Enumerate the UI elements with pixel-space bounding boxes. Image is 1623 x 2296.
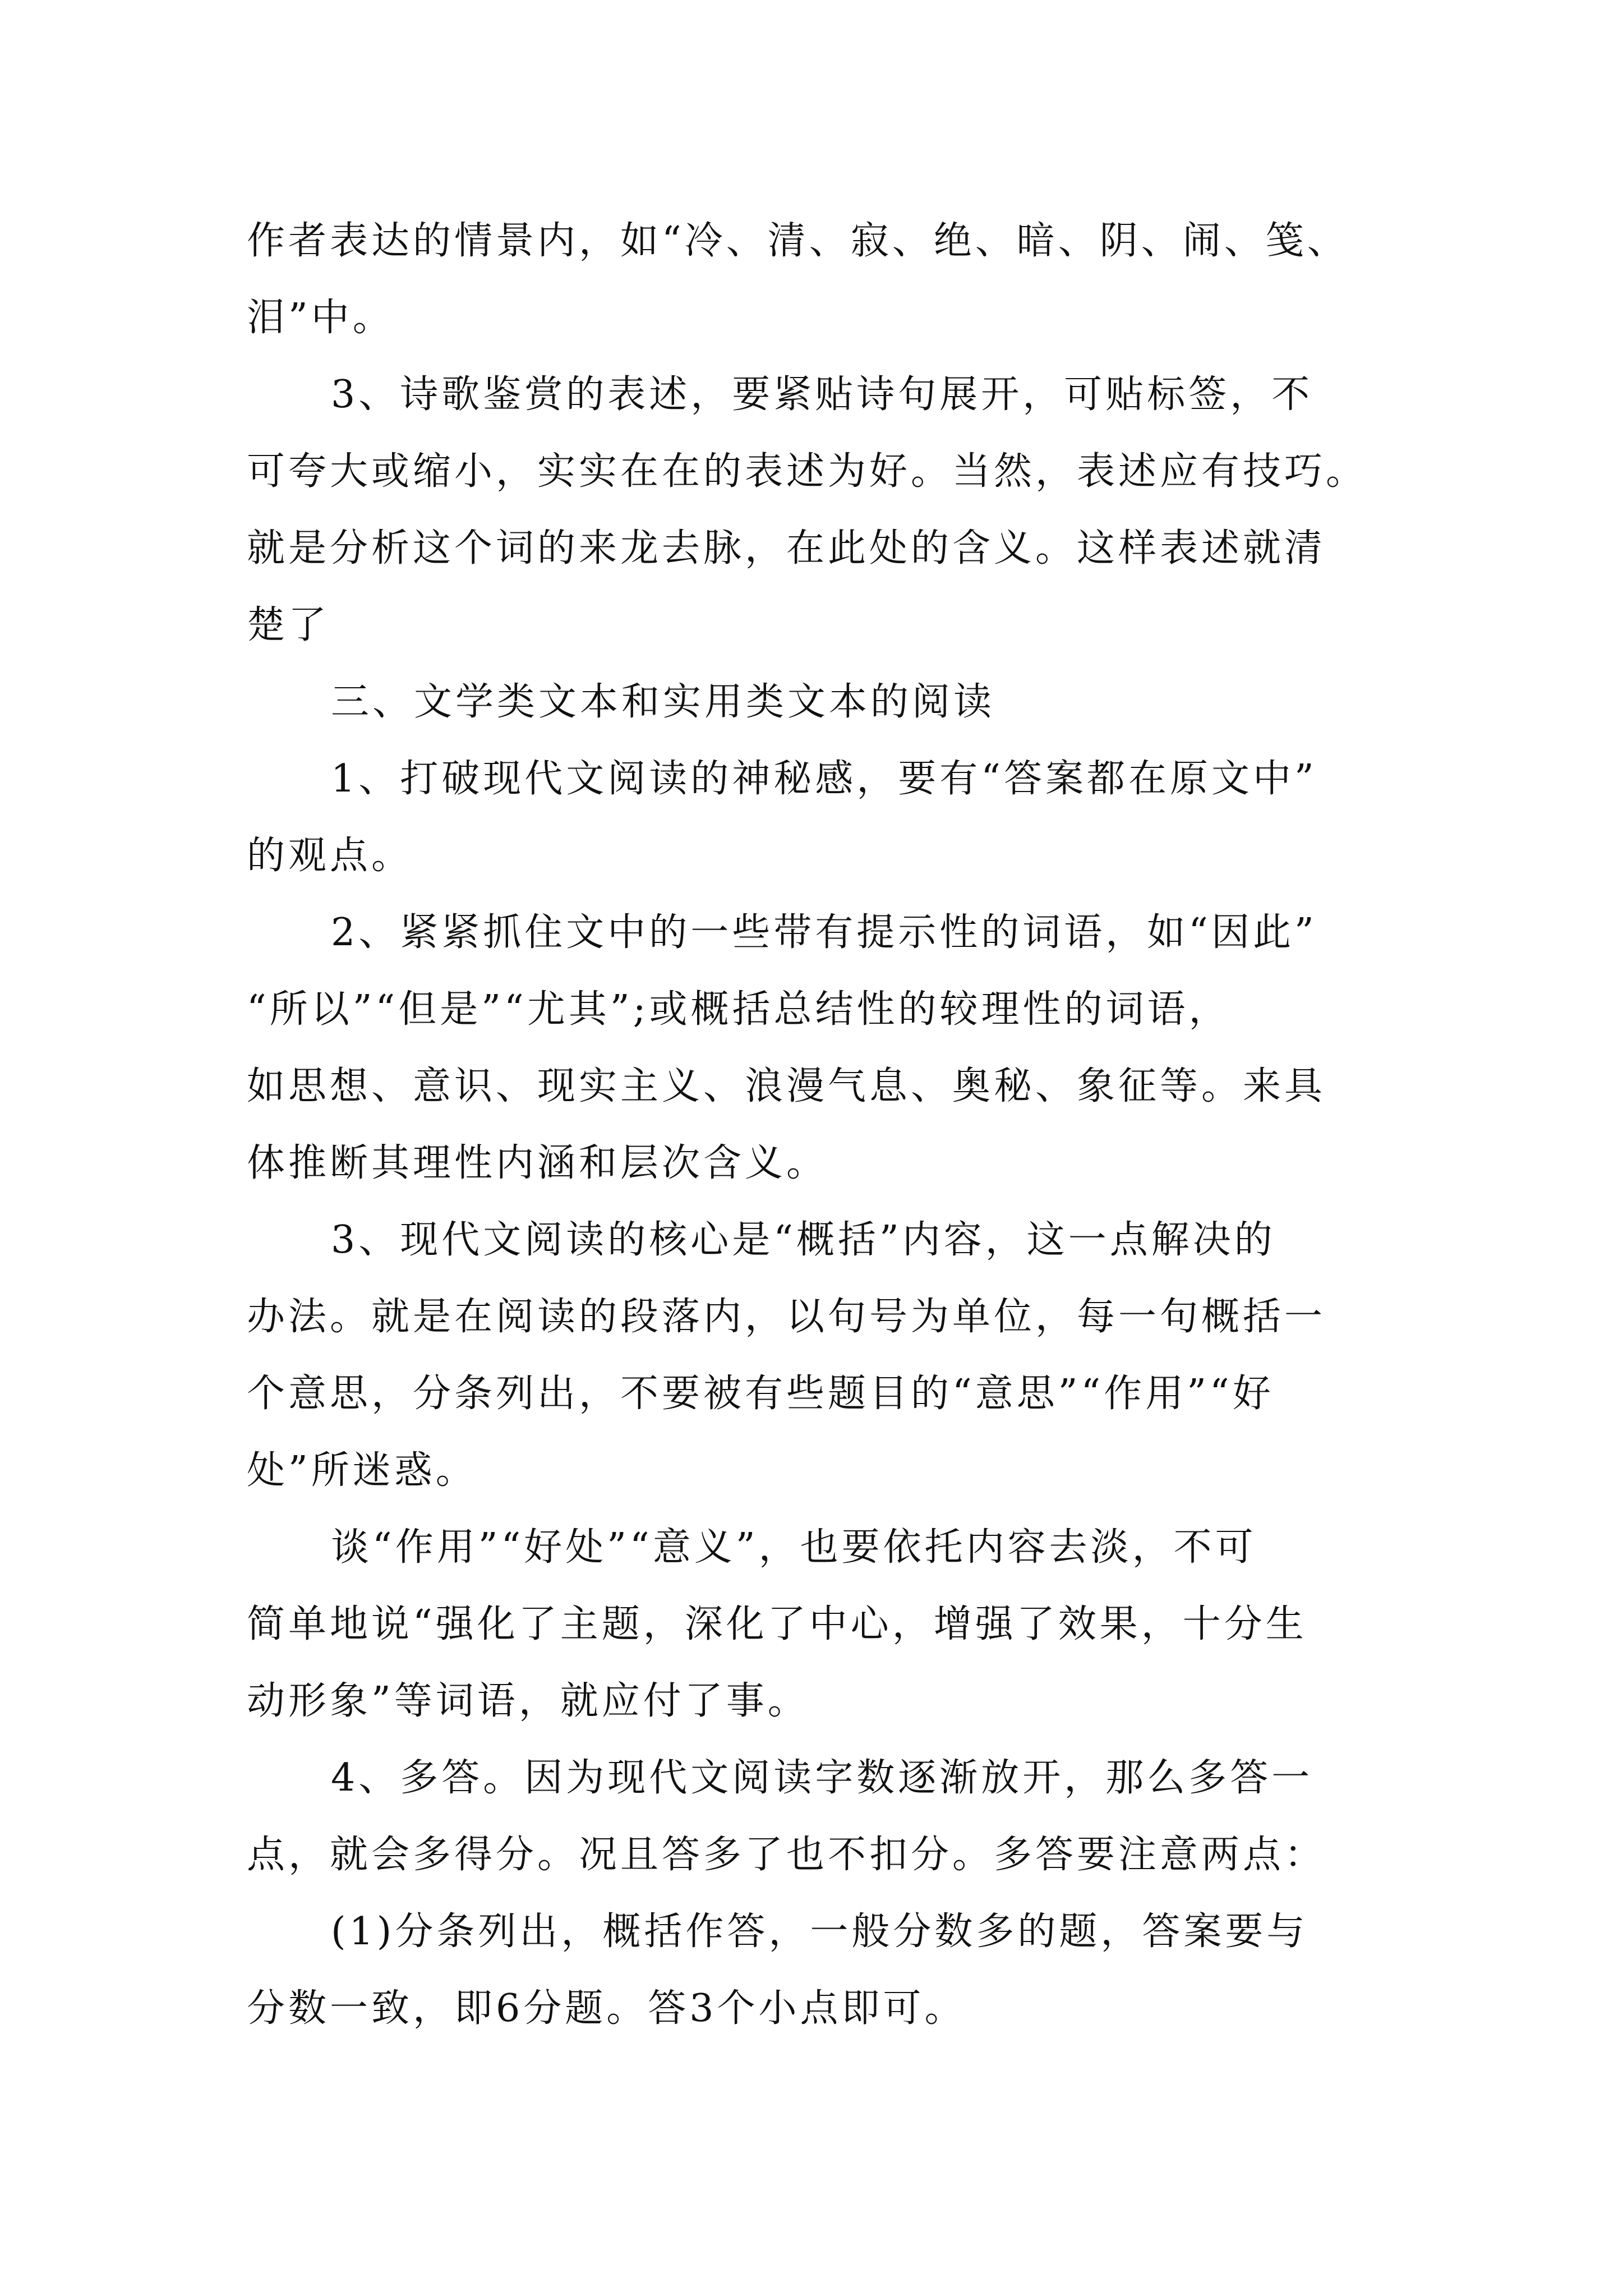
section-heading: 三、文学类文本和实用类文本的阅读 (331, 680, 995, 724)
text-line: 个意思，分条列出，不要被有些题目的“意思”“作用”“好 (247, 1372, 1274, 1416)
text-line: 3、现代文阅读的核心是“概括”内容，这一点解决的 (331, 1218, 1276, 1262)
text-line: 2、紧紧抓住文中的一些带有提示性的词语，如“因此” (331, 910, 1317, 955)
text-line: 办法。就是在阅读的段落内，以句号为单位，每一句概括一 (247, 1295, 1326, 1339)
text-line: “所以”“但是”“尤其”;或概括总结性的较理性的词语， (247, 987, 1230, 1032)
text-line: 如思想、意识、现实主义、浪漫气息、奥秘、象征等。来具 (247, 1064, 1326, 1108)
text-line: 处”所迷惑。 (247, 1448, 477, 1493)
text-line: 简单地说“强化了主题，深化了中心，增强了效果，十分生 (247, 1602, 1307, 1646)
text-line: 作者表达的情景内，如“冷、清、寂、绝、暗、阴、闹、笺、 (247, 219, 1349, 263)
text-line: 分数一致，即6分题。答3个小点即可。 (247, 1986, 966, 2031)
text-line: 3、诗歌鉴赏的表述，要紧贴诗句展开，可贴标签，不 (331, 372, 1313, 417)
text-line: 泪”中。 (247, 296, 394, 340)
text-line: (1)分条列出，概括作答，一般分数多的题，答案要与 (331, 1910, 1308, 1954)
text-line: 动形象”等词语，就应付了事。 (247, 1679, 809, 1723)
text-line: 谈“作用”“好处”“意义”，也要依托内容去淡，不可 (331, 1525, 1257, 1570)
text-line: 点，就会多得分。况且答多了也不扣分。多答要注意两点： (247, 1833, 1326, 1877)
text-line: 1、打破现代文阅读的神秘感，要有“答案都在原文中” (331, 757, 1317, 801)
text-line: 的观点。 (247, 834, 413, 878)
text-line: 体推断其理性内涵和层次含义。 (247, 1141, 828, 1185)
text-line: 楚了 (247, 603, 330, 647)
text-line: 就是分析这个词的来龙去脉，在此处的含义。这样表述就清 (247, 526, 1326, 570)
text-line: 可夸大或缩小，实实在在的表述为好。当然，表述应有技巧。 (247, 449, 1368, 494)
text-line: 4、多答。因为现代文阅读字数逐渐放开，那么多答一 (331, 1756, 1313, 1800)
